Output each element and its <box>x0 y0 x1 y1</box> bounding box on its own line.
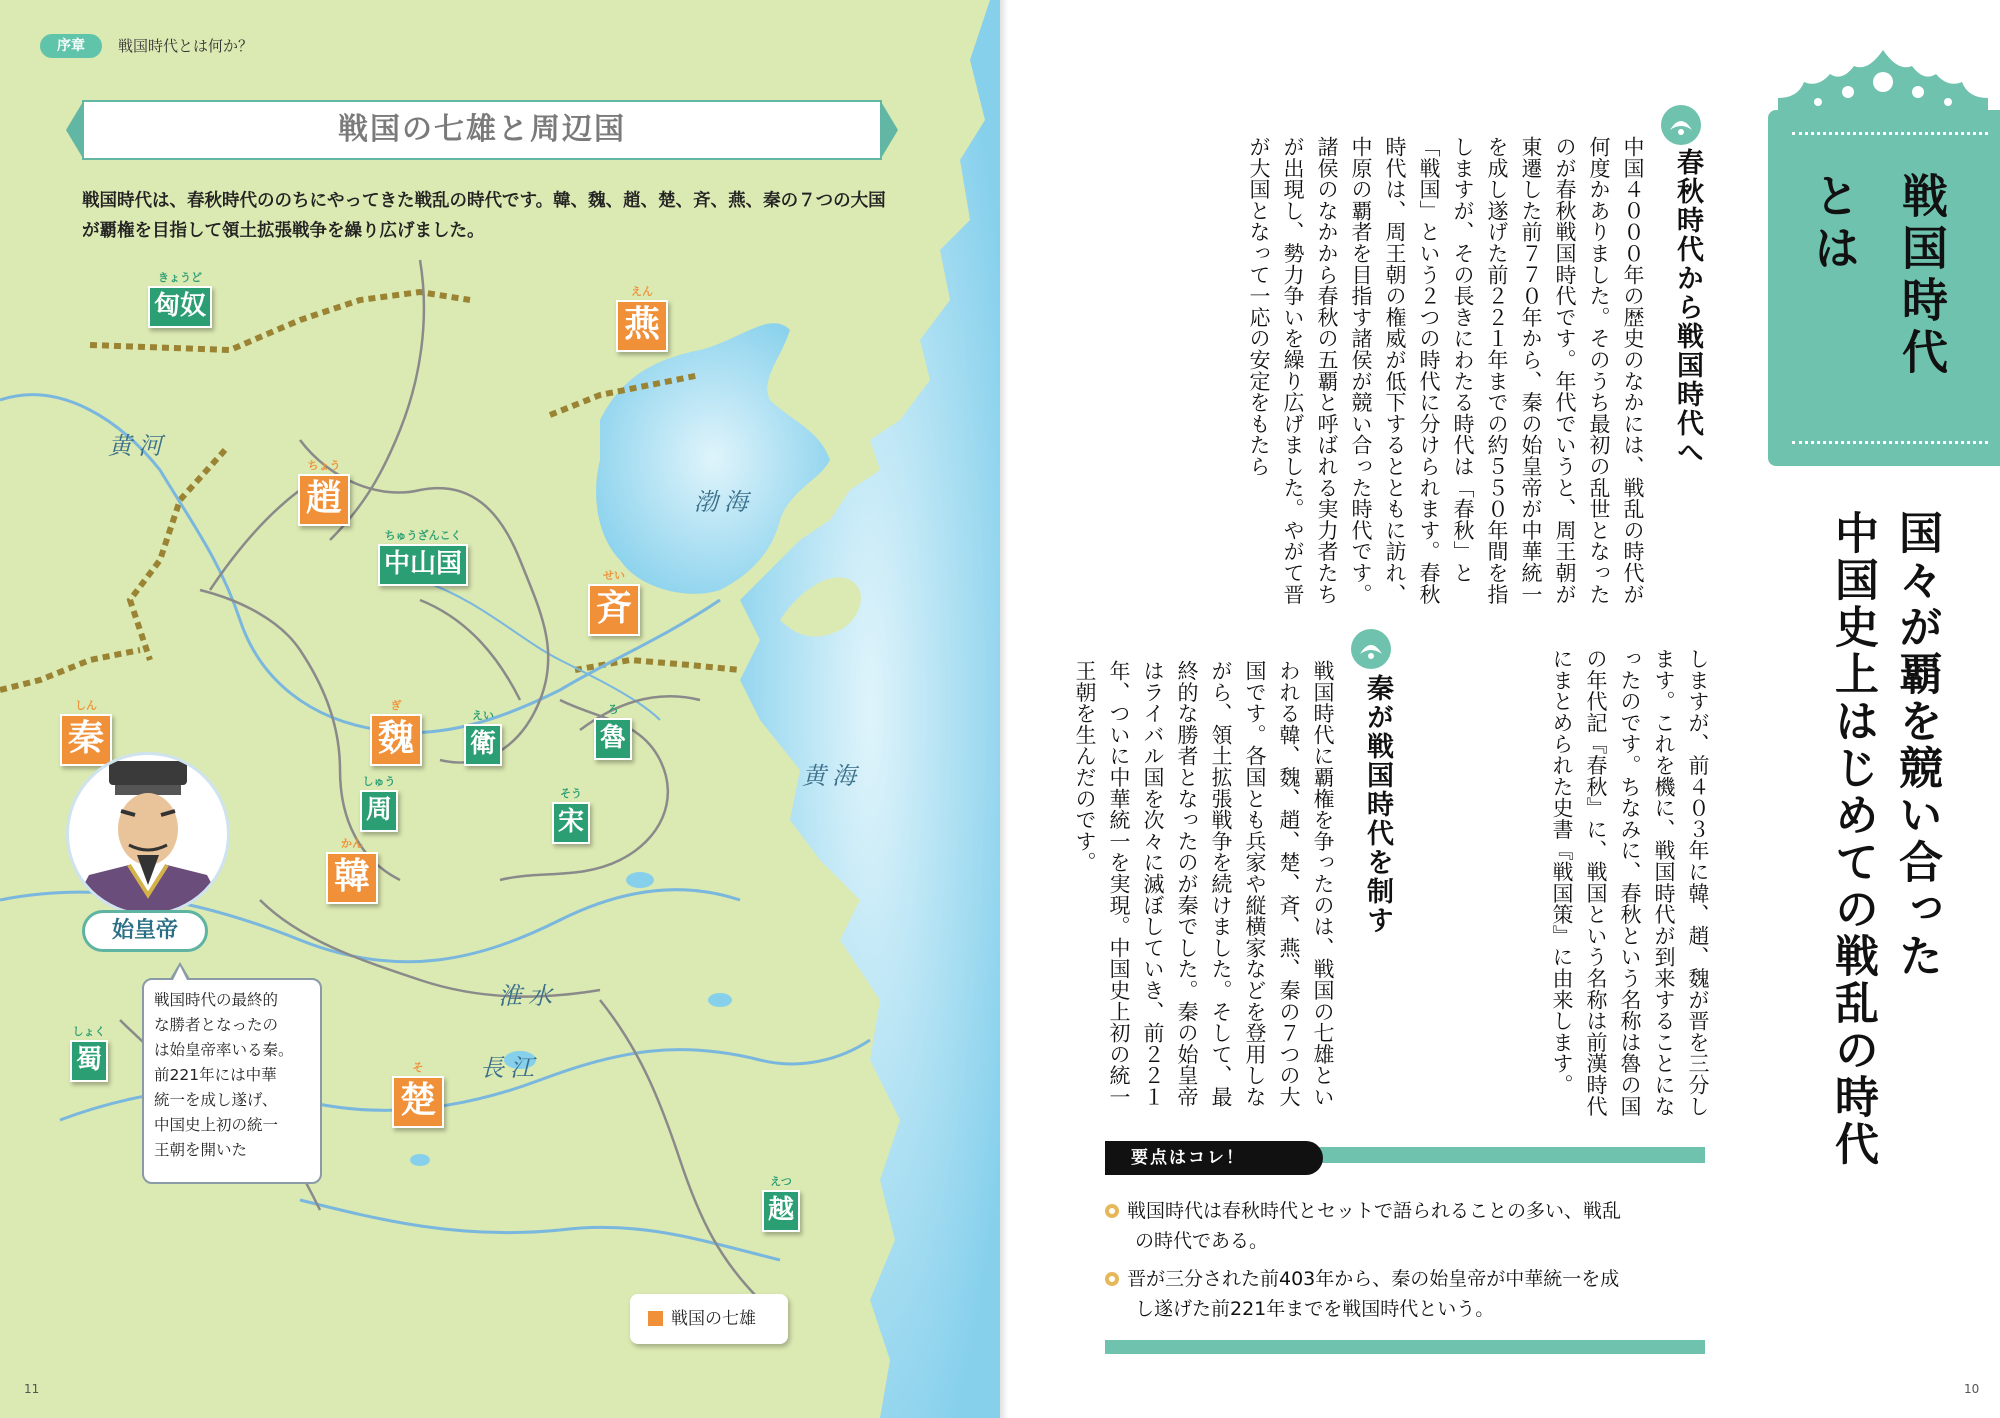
callout-line: 中国史上初の統一 <box>154 1116 279 1134</box>
text-page <box>1000 0 2000 1418</box>
section-ornament-icon <box>1660 104 1702 146</box>
great-wall-qin <box>0 650 140 690</box>
state-qin <box>60 699 112 766</box>
ruby-yan: えん <box>631 285 653 298</box>
bullet-icon <box>1105 1204 1119 1218</box>
section1-body: 中国４０００年の歴史のなかには、戦乱の時代が何度かありました。そのうち最初の乱世となったのが春秋戦国時代です。年代でいうと、周王朝が東遷した前７７０年から、秦の始皇帝が中華統一を成し遂げた前２２１年までの約５５０年間を指しますが、その長きにわたる時代は「春秋」と「戦国」という２つの時代に分けられます。春秋時代は、周王朝の権威が低下するとともに訪れ、中原の覇者を目指す諸侯が競い合った時代です。諸侯のなかから春秋の五覇と呼ばれる実力者たちが出現し、勢力争いを繰り広げました。やがて晋が大国となって一応の安定をもたら <box>1247 136 1645 605</box>
ruby-qi: せい <box>603 569 625 582</box>
dots-top <box>1792 132 1988 135</box>
page-number-right: 10 <box>1964 1382 1980 1396</box>
emperor-callout <box>142 978 322 1184</box>
callout-line: 戦国時代の最終的 <box>154 991 279 1009</box>
section1-heading: 春秋時代から戦国時代へ <box>1672 148 1703 467</box>
key-point-2 <box>1105 1264 1705 1324</box>
map-legend <box>630 1294 788 1344</box>
key-points-title: 要点はコレ！ <box>1105 1141 1323 1175</box>
ruby-han: かん <box>341 837 363 850</box>
name-lu: 魯 <box>600 723 627 753</box>
key-point-2-line2: し遂げた前221年までを戦国時代という。 <box>1135 1298 1495 1320</box>
state-lu <box>594 703 632 760</box>
name-yan: 燕 <box>623 304 660 345</box>
callout-line: な勝者となったの <box>154 1016 279 1034</box>
label-yangtze: 長江 <box>480 1054 540 1082</box>
name-shu: 蜀 <box>76 1045 103 1075</box>
map-intro-text: 戦国時代は、春秋時代ののちにやってきた戦乱の時代です。韓、魏、趙、楚、斉、燕、秦の７つの大国が覇権を目指して領土拡張戦争を繰り広げました。 <box>82 191 886 241</box>
label-bohai: 渤海 <box>694 488 754 516</box>
name-song: 宋 <box>558 807 585 837</box>
page-subtitle <box>1820 510 1948 1210</box>
great-wall-north <box>90 292 470 350</box>
callout-line: 前221年には中華 <box>154 1066 277 1084</box>
page-number-left: 11 <box>24 1382 40 1396</box>
ruby-zhou: しゅう <box>362 775 396 788</box>
section2-body: 戦国時代に覇権を争ったのは、戦国の七雄といわれる韓、魏、趙、楚、斉、燕、秦の７つの大国です。各国とも兵家や縦横家などを登用しながら、領土拡張戦争を続けました。そして、最終的な勝者となったのが秦でした。秦の始皇帝はライバル国を次々に滅ぼしていき、前２２１年、ついに中華統一を実現。中国史上初の統一王朝を生んだのです。 <box>1073 660 1335 1108</box>
label-huai: 淮水 <box>498 982 558 1010</box>
ruby-chu: そ <box>412 1061 424 1074</box>
ruby-wei: ぎ <box>390 699 402 712</box>
ruby-lu: ろ <box>607 703 619 716</box>
dots-bottom <box>1792 441 1988 444</box>
emperor-portrait <box>66 752 230 916</box>
ruby-qin: しん <box>75 699 97 712</box>
chapter-tag: 序章 <box>40 34 102 58</box>
ruby-song: そう <box>560 787 582 800</box>
lace-ornament-icon <box>1778 42 1988 114</box>
key-points-bottom-bar <box>1105 1340 1705 1354</box>
chapter-subtitle: 戦国時代とは何か？ <box>118 37 254 55</box>
section-ornament-icon <box>1350 628 1392 670</box>
name-chu: 楚 <box>399 1080 436 1121</box>
state-yan <box>616 285 668 352</box>
state-xiongnu <box>148 271 212 328</box>
name-wei: 魏 <box>377 718 414 759</box>
key-point-2-line1: 晋が三分された前403年から、秦の始皇帝が中華統一を成 <box>1127 1268 1620 1290</box>
name-zhou: 周 <box>366 795 393 825</box>
state-qi <box>588 569 640 636</box>
ruby-xiongnu: きょうど <box>158 271 202 284</box>
lake-1 <box>626 872 654 888</box>
callout-line: 統一を成し遂げ、 <box>154 1091 278 1109</box>
state-yue <box>762 1175 800 1232</box>
name-zhongshan: 中山国 <box>384 549 463 579</box>
legend-label: 戦国の七雄 <box>671 1309 756 1329</box>
key-point-1-line1: 戦国時代は春秋時代とセットで語られることの多い、戦乱 <box>1127 1200 1622 1222</box>
state-han <box>326 837 378 904</box>
state-zhongshan <box>378 529 468 586</box>
border-9 <box>420 600 520 700</box>
callout-line: は始皇帝率いる秦。 <box>154 1041 294 1059</box>
name-yue: 越 <box>768 1195 795 1225</box>
state-wei <box>370 699 422 766</box>
page-gutter <box>1000 0 1008 1418</box>
section2-heading: 秦が戦国時代を制す <box>1362 674 1393 935</box>
state-song <box>552 787 590 844</box>
state-wei-ei <box>464 709 502 766</box>
title-plate <box>1768 110 2000 466</box>
subtitle-line-1: 国々が覇を競い合った <box>1891 510 1942 980</box>
bullet-icon <box>1105 1272 1119 1286</box>
map-title-banner <box>82 100 882 160</box>
state-shu <box>70 1025 108 1082</box>
page-title: 戦国時代とは <box>1807 172 1949 380</box>
section1-body-continued: しますが、前４０３年に韓、趙、魏が晋を三分します。これを機に、戦国時代が到来することになったのです。ちなみに、春秋という名称は魯の国の年代記『春秋』に、戦国という名称は前漢時代にまとめられた史書『戦国策』に由来します。 <box>1550 648 1710 1117</box>
callout-tail-inner <box>173 966 187 980</box>
emperor-illustration-icon <box>69 755 227 913</box>
emperor-label: 始皇帝 <box>82 910 208 952</box>
key-point-1 <box>1105 1196 1705 1256</box>
name-han: 韓 <box>333 856 370 897</box>
state-chu <box>392 1061 444 1128</box>
map-title: 戦国の七雄と周辺国 <box>338 112 626 147</box>
ruby-wei-ei: えい <box>472 709 494 722</box>
lake-2 <box>708 993 732 1007</box>
ruby-yue: えつ <box>770 1175 792 1188</box>
legend-swatch <box>648 1311 663 1326</box>
name-qi: 斉 <box>595 588 632 629</box>
lake-4 <box>410 1154 430 1166</box>
border-8 <box>210 490 300 590</box>
state-zhao <box>298 459 350 526</box>
ruby-zhongshan: ちゅうざんこく <box>384 529 462 542</box>
name-qin: 秦 <box>67 718 104 759</box>
key-point-1-line2: の時代である。 <box>1135 1230 1269 1252</box>
subtitle-line-2: 中国史上はじめての戦乱の時代 <box>1827 510 1878 1168</box>
ruby-zhao: ちょう <box>307 459 341 472</box>
label-yellow-sea: 黄海 <box>802 762 862 790</box>
callout-line: 王朝を開いた <box>154 1141 248 1159</box>
name-zhao: 趙 <box>305 478 342 519</box>
name-xiongnu: 匈奴 <box>154 291 207 321</box>
label-yellow-river: 黄河 <box>108 432 168 460</box>
ruby-shu: しょく <box>72 1025 106 1038</box>
state-zhou <box>360 775 398 832</box>
border-7 <box>600 1000 760 1300</box>
name-wei-ei: 衛 <box>470 729 497 759</box>
